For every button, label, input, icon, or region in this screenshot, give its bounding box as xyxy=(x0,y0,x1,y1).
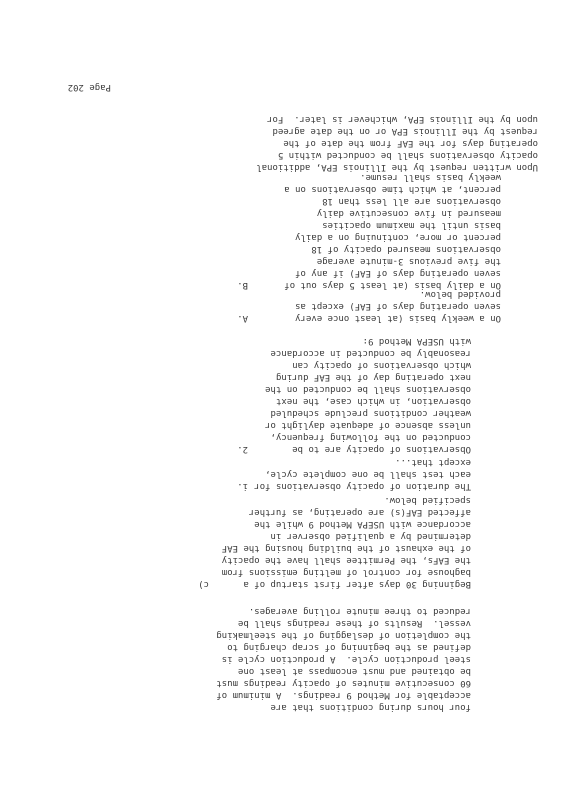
text-line: each test shall be one complete cycle, xyxy=(265,469,471,479)
text-line: basis until the maximum opacities xyxy=(322,220,501,230)
text-line: 60 consecutive minutes of opacity readings must xyxy=(216,678,471,688)
text-line: specified below. xyxy=(384,495,471,505)
text-line: seven operating days of EAF) except as xyxy=(295,301,501,311)
text-line: except that... xyxy=(395,457,471,467)
text-line: vessel. Results of these readings shall be xyxy=(238,618,471,628)
text-line: next operating day of the EAF during xyxy=(275,372,471,382)
text-line: acceptable for Method 9 readings. A minimum of xyxy=(216,690,471,700)
item-marker: i. xyxy=(237,481,248,491)
subitem-2-paragraph xyxy=(265,335,471,455)
text-line: unless absence of adequate daylight or xyxy=(265,420,471,430)
item-marker: A. xyxy=(237,313,248,323)
text-line: the EAFs, the Permittee shall have the opacity xyxy=(221,555,471,565)
text-line: of the exhaust of the building housing the EAF xyxy=(221,543,471,553)
text-line: On a weekly basis (at least once every xyxy=(295,313,501,323)
text-line: baghouse for control of melting emissions from xyxy=(221,567,471,577)
text-line: Observations of opacity are to be xyxy=(292,444,471,454)
text-line: observations measured opacity of 18 xyxy=(311,244,501,254)
text-line: the completion of deslagging of the steelmaking xyxy=(216,630,471,640)
text-line: seven operating days of EAF) if any of xyxy=(295,268,501,278)
item-marker: 2. xyxy=(237,444,248,454)
text-line: upon by the Illinois EPA, whichever is later. For xyxy=(267,114,538,124)
text-line: The duration of opacity observations for xyxy=(254,481,471,491)
text-line: provided below. xyxy=(419,289,501,299)
subitem-i-paragraph xyxy=(254,456,471,492)
text-line: conducted on the following frequency, xyxy=(270,432,471,442)
condition-c-paragraph xyxy=(222,494,471,590)
text-line: reduced to three minute rolling averages. xyxy=(248,606,471,616)
text-line: observation, in which case, the next xyxy=(275,396,471,406)
opening-paragraph xyxy=(216,605,471,713)
text-line: measured in five consecutive daily xyxy=(316,208,501,218)
text-line: weather conditions preclude scheduled xyxy=(270,408,471,418)
text-line: request by the Illinois EPA or on the date agreed xyxy=(272,126,538,136)
text-line: determined by a qualified observer in xyxy=(270,531,471,541)
text-line: Upon written request by the Illinois EPA, additional xyxy=(256,162,538,172)
text-line: observations are all less than 18 xyxy=(322,196,501,206)
text-line: be obtained and must encompass at least one xyxy=(238,666,471,676)
text-line: which observations of opacity can xyxy=(292,360,471,370)
text-line: with USEPA Method 9: xyxy=(362,336,471,346)
text-line: the five previous 3-minute average xyxy=(316,256,501,266)
text-line: opacity observations shall be conducted within 5 xyxy=(277,150,538,160)
subitem-a-paragraph xyxy=(295,288,501,324)
text-line: Beginning 30 days after first startup of a xyxy=(243,579,471,589)
item-marker: c) xyxy=(198,579,209,589)
item-marker: B. xyxy=(237,280,248,290)
text-line: affected EAF(s) are operating, as further xyxy=(248,507,471,517)
closing-paragraph xyxy=(256,113,538,173)
text-line: accordance with USEPA Method 9 while the xyxy=(254,519,471,529)
subitem-b-paragraph xyxy=(284,171,501,291)
text-line: steel production cycle. A production cycle is xyxy=(221,654,471,664)
text-line: percent, at which time observations on a xyxy=(284,184,501,194)
text-line: On a daily basis (at least 5 days out of xyxy=(284,280,501,290)
text-line: defined as the beginning of scrap charging to xyxy=(227,642,471,652)
text-line: weekly basis shall resume. xyxy=(360,172,501,182)
text-line: reasonably be conducted in accordance xyxy=(270,348,471,358)
page-number: Page 202 xyxy=(67,82,111,92)
text-line: four hours during conditions that are xyxy=(270,702,471,712)
text-line: observations shall be conducted on the xyxy=(265,384,471,394)
text-line: operating days for the EAF from the date of the xyxy=(283,138,538,148)
text-line: percent or more, continuing on a daily xyxy=(295,232,501,242)
